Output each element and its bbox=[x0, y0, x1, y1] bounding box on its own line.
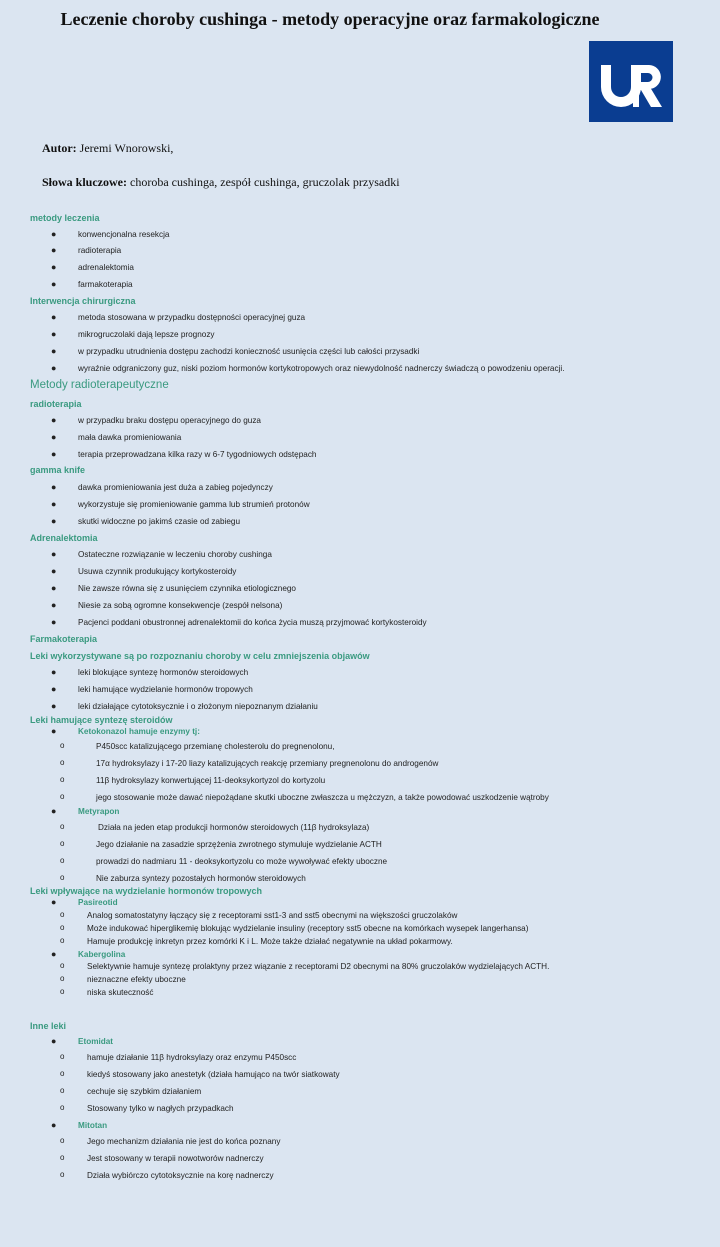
bullet-icon: ● bbox=[51, 499, 57, 509]
bullet-icon: ● bbox=[51, 684, 57, 694]
bullet-item: ● mała dawka promieniowania bbox=[51, 432, 182, 442]
circle-bullet-icon: o bbox=[60, 974, 65, 983]
circle-bullet-icon: o bbox=[60, 741, 65, 750]
sub-bullet-item: o Hamuje produkcję inkretyn przez komórki K i L. Może także działać negatywnie na układ pokarmowy. bbox=[60, 936, 453, 946]
keywords-label: Słowa kluczowe bbox=[42, 175, 123, 189]
circle-bullet-icon: o bbox=[60, 923, 65, 932]
circle-bullet-icon: o bbox=[60, 775, 65, 784]
bullet-item: ● Nie zawsze równa się z usunięciem czynnika etiologicznego bbox=[51, 583, 296, 593]
bullet-item: ● radioterapia bbox=[51, 245, 122, 255]
bullet-item: ● dawka promieniowania jest duża a zabieg pojedynczy bbox=[51, 482, 273, 492]
bullet-icon: ● bbox=[51, 346, 57, 356]
sub-bullet-item: o Selektywnie hamuje syntezę prolaktyny przez wiązanie z receptorami D2 obecnymi na 80% gruczolaków wydzielających ACTH. bbox=[60, 961, 550, 971]
author-name: Jeremi Wnorowski, bbox=[79, 141, 174, 155]
bullet-icon: ● bbox=[51, 1036, 57, 1046]
sub-bullet-item: o Analog somatostatyny łączący się z receptorami sst1-3 and sst5 obecnymi na większości gruczolaków bbox=[60, 910, 458, 920]
bullet-item: ● skutki widoczne po jakimś czasie od zabiegu bbox=[51, 516, 241, 526]
circle-bullet-icon: o bbox=[60, 873, 65, 882]
sub-bullet-item: o Jego działanie na zasadzie sprzężenia zwrotnego stymuluje wydzielanie ACTH bbox=[60, 839, 382, 849]
bullet-icon: ● bbox=[51, 806, 57, 816]
circle-bullet-icon: o bbox=[60, 936, 65, 945]
drug-heading: ● Mitotan bbox=[51, 1120, 108, 1130]
university-logo bbox=[589, 41, 673, 122]
sub-bullet-item: o Działa wybiórczo cytotoksycznie na korę nadnerczy bbox=[60, 1170, 274, 1180]
keywords-line bbox=[42, 175, 400, 190]
sub-bullet-item: o P450scc katalizującego przemianę cholesterolu do pregnenolonu, bbox=[60, 741, 335, 751]
sub-bullet-item: o niska skuteczność bbox=[60, 987, 154, 997]
author-label: Autor bbox=[42, 141, 73, 155]
circle-bullet-icon: o bbox=[60, 1052, 65, 1061]
circle-bullet-icon: o bbox=[60, 856, 65, 865]
circle-bullet-icon: o bbox=[60, 839, 65, 848]
bullet-icon: ● bbox=[51, 549, 57, 559]
sub-bullet-item: o kiedyś stosowany jako anestetyk (działa hamująco na twór siatkowaty bbox=[60, 1069, 340, 1079]
circle-bullet-icon: o bbox=[60, 961, 65, 970]
bullet-item: ● metoda stosowana w przypadku dostępności operacyjnej guza bbox=[51, 312, 306, 322]
bullet-icon: ● bbox=[51, 312, 57, 322]
bullet-icon: ● bbox=[51, 583, 57, 593]
section-heading-large: Metody radioterapeutyczne bbox=[30, 379, 169, 391]
sub-bullet-item: o hamuje działanie 11β hydroksylazy oraz enzymu P450scc bbox=[60, 1052, 297, 1062]
page-title: Leczenie choroby cushinga - metody operacyjne oraz farmakologiczne bbox=[60, 9, 600, 29]
bullet-item: ● Ostateczne rozwiązanie w leczeniu choroby cushinga bbox=[51, 549, 272, 559]
bullet-icon: ● bbox=[51, 363, 57, 373]
drug-heading: ● Metyrapon bbox=[51, 806, 120, 816]
circle-bullet-icon: o bbox=[60, 792, 65, 801]
bullet-icon: ● bbox=[51, 726, 57, 736]
drug-heading: ● Kabergolina bbox=[51, 949, 126, 959]
section-heading: Adrenalektomia bbox=[30, 533, 98, 543]
ur-logo-icon bbox=[589, 41, 673, 122]
bullet-icon: ● bbox=[51, 262, 57, 272]
bullet-icon: ● bbox=[51, 329, 57, 339]
circle-bullet-icon: o bbox=[60, 1136, 65, 1145]
sub-bullet-item: o nieznaczne efekty uboczne bbox=[60, 974, 186, 984]
bullet-icon: ● bbox=[51, 600, 57, 610]
bullet-icon: ● bbox=[51, 1120, 57, 1130]
bullet-item: ● Pacjenci poddani obustronnej adrenalektomii do końca życia muszą przyjmować kortykosteroidy bbox=[51, 617, 427, 627]
drug-heading: ● Pasireotid bbox=[51, 897, 118, 907]
section-heading: Leki wpływające na wydzielanie hormonów tropowych bbox=[30, 886, 263, 896]
bullet-icon: ● bbox=[51, 245, 57, 255]
circle-bullet-icon: o bbox=[60, 1153, 65, 1162]
bullet-icon: ● bbox=[51, 229, 57, 239]
bullet-item: ● leki blokujące syntezę hormonów steroidowych bbox=[51, 667, 249, 677]
bullet-icon: ● bbox=[51, 279, 57, 289]
bullet-item: ● wyraźnie odgraniczony guz, niski poziom hormonów kortykotropowych oraz niewydolność nadnerczy świadczą o powodzeniu operacji. bbox=[51, 363, 565, 373]
bullet-item: ● w przypadku utrudnienia dostępu zachodzi konieczność usunięcia części lub całości przysadki bbox=[51, 346, 420, 356]
section-heading: Leki hamujące syntezę steroidów bbox=[30, 715, 173, 725]
bullet-icon: ● bbox=[51, 482, 57, 492]
section-heading: metody leczenia bbox=[30, 213, 100, 223]
bullet-item: ● terapia przeprowadzana kilka razy w 6-7 tygodniowych odstępach bbox=[51, 449, 317, 459]
colon: : bbox=[123, 175, 127, 189]
section-heading: Leki wykorzystywane są po rozpoznaniu choroby w celu zmniejszenia objawów bbox=[30, 651, 370, 661]
circle-bullet-icon: o bbox=[60, 758, 65, 767]
colon: : bbox=[72, 141, 77, 155]
circle-bullet-icon: o bbox=[60, 1170, 65, 1179]
sub-bullet-item: o 17α hydroksylazy i 17-20 liazy katalizujących reakcję przemiany pregnenolonu do androgenów bbox=[60, 758, 439, 768]
section-heading: gamma knife bbox=[30, 465, 86, 475]
bullet-icon: ● bbox=[51, 432, 57, 442]
circle-bullet-icon: o bbox=[60, 1069, 65, 1078]
bullet-icon: ● bbox=[51, 701, 57, 711]
circle-bullet-icon: o bbox=[60, 822, 65, 831]
bullet-item: ● farmakoterapia bbox=[51, 279, 133, 289]
bullet-item: ● adrenalektomia bbox=[51, 262, 134, 272]
sub-bullet-item: o Jego mechanizm działania nie jest do końca poznany bbox=[60, 1136, 281, 1146]
bullet-item: ● wykorzystuje się promieniowanie gamma lub strumień protonów bbox=[51, 499, 310, 509]
sub-bullet-item: o Nie zaburza syntezy pozostałych hormonów steroidowych bbox=[60, 873, 306, 883]
sub-bullet-item: o cechuje się szybkim działaniem bbox=[60, 1086, 202, 1096]
drug-heading: ● Ketokonazol hamuje enzymy tj: bbox=[51, 726, 200, 736]
circle-bullet-icon: o bbox=[60, 1086, 65, 1095]
bullet-item: ● leki hamujące wydzielanie hormonów tropowych bbox=[51, 684, 253, 694]
sub-bullet-item: o Stosowany tylko w nagłych przypadkach bbox=[60, 1103, 234, 1113]
bullet-icon: ● bbox=[51, 949, 57, 959]
sub-bullet-item: o prowadzi do nadmiaru 11 - deoksykortyzolu co może wywoływać efekty uboczne bbox=[60, 856, 388, 866]
bullet-item: ● w przypadku braku dostępu operacyjnego do guza bbox=[51, 415, 261, 425]
section-heading: Inne leki bbox=[30, 1021, 67, 1031]
bullet-item: ● konwencjonalna resekcja bbox=[51, 229, 170, 239]
bullet-icon: ● bbox=[51, 516, 57, 526]
section-heading: Farmakoterapia bbox=[30, 634, 98, 644]
section-heading: radioterapia bbox=[30, 399, 82, 409]
bullet-item: ● Niesie za sobą ogromne konsekwencje (zespół nelsona) bbox=[51, 600, 283, 610]
circle-bullet-icon: o bbox=[60, 1103, 65, 1112]
drug-heading: ● Etomidat bbox=[51, 1036, 114, 1046]
bullet-icon: ● bbox=[51, 415, 57, 425]
sub-bullet-item: o 11β hydroksylazy konwertującej 11-deoksykortyzol do kortyzolu bbox=[60, 775, 326, 785]
sub-bullet-item: o Może indukować hiperglikemię blokując wydzielanie insuliny (receptory sst5 obecne na komórkach wysepek langerhansa) bbox=[60, 923, 529, 933]
sub-bullet-item: o Jest stosowany w terapii nowotworów nadnerczy bbox=[60, 1153, 264, 1163]
circle-bullet-icon: o bbox=[60, 910, 65, 919]
section-heading: Interwencja chirurgiczna bbox=[30, 296, 136, 306]
sub-bullet-item: o jego stosowanie może dawać niepożądane skutki uboczne zwłaszcza u mężczyzn, a także powodować uszkodzenie wątroby bbox=[60, 792, 549, 802]
bullet-icon: ● bbox=[51, 449, 57, 459]
author-line bbox=[42, 141, 173, 156]
bullet-icon: ● bbox=[51, 897, 57, 907]
bullet-icon: ● bbox=[51, 667, 57, 677]
keywords-value: choroba cushinga, zespół cushinga, gruczolak przysadki bbox=[130, 175, 400, 189]
bullet-icon: ● bbox=[51, 617, 57, 627]
bullet-icon: ● bbox=[51, 566, 57, 576]
bullet-item: ● mikrogruczolaki dają lepsze prognozy bbox=[51, 329, 215, 339]
bullet-item: ● Usuwa czynnik produkujący kortykosteroidy bbox=[51, 566, 237, 576]
circle-bullet-icon: o bbox=[60, 987, 65, 996]
sub-bullet-item: o Działa na jeden etap produkcji hormonów steroidowych (11β hydroksylaza) bbox=[60, 822, 370, 832]
bullet-item: ● leki działające cytotoksycznie i o złożonym niepoznanym działaniu bbox=[51, 701, 318, 711]
